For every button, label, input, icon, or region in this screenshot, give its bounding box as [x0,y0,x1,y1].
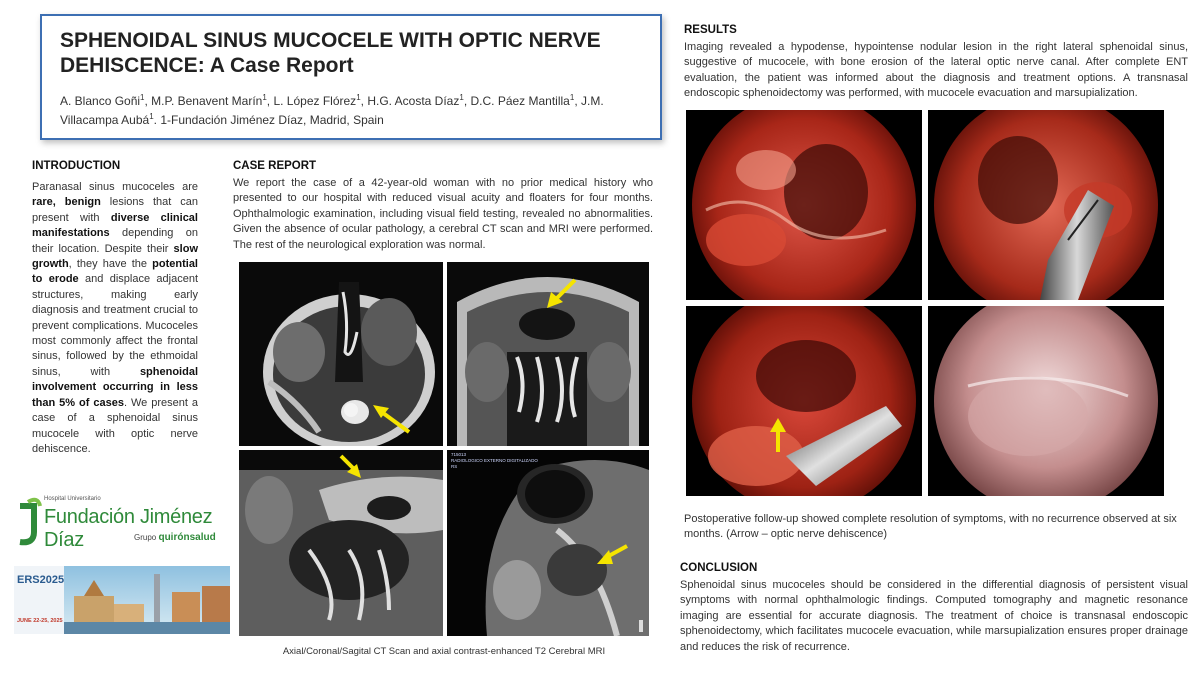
imaging-caption: Axial/Coronal/Sagital CT Scan and axial contrast-enhanced T2 Cerebral MRI [282,646,606,657]
author-affiliation-mark: 1 [356,93,361,102]
mri-overlay-line1: 715013 [451,452,467,457]
introduction-heading: INTRODUCTION [32,160,121,172]
intro-emphasis: slow growth [32,242,198,271]
results-text: Imaging revealed a hypodense, hypointense nodular lesion in the right lateral sphenoidal sinus, suggestive of mucocele, with bone erosion of the lateral optic nerve canal. After complete ENT evaluation, the patient was informed about the diagnosis and treatment options. A transnasal endoscopic sphenoidectomy was performed, with mucocele evacuation and marsupialization. [684,41,1188,100]
author-name: L. López Flórez [273,94,357,108]
authors: A. Blanco Goñi$^1$, M.P. Benavent Marín$^1$, L. López Flórez$^1$, H.G. Acosta Díaz$^1$, D.C. Páez Mantilla$^1$, J.M. Villacampa Aubá$^1$. [60,93,604,127]
case-report-text: We report the case of a 42-year-old woman with no prior medical history who presented to our hospital with reduced visual acuity and floaters for four months. Ophthalmologic examination, including visual field testing, revealed no abnormalities. Given the absence of ocular pathology, a cerebral CT scan and MRI were performed. The rest of the neurological exploration was normal. [233,177,653,251]
author-affiliation-mark: 1 [262,93,267,102]
intro-emphasis: diverse clinical manifestations [32,211,198,240]
mri-axial-image [447,450,649,636]
mri-overlay-line2: RADIOLOGICO EXTERNO DIGITALIZADO [451,458,538,463]
author-name: H.G. Acosta Díaz [367,94,460,108]
endoscopy-image-1 [686,110,922,300]
intro-text-run: depending on their location. Despite their [32,227,198,255]
author-name: A. Blanco Goñi [60,94,141,108]
group-prefix: Grupo [134,533,157,542]
hospital-name: Fundación Jiménez Díaz [44,506,213,551]
group-name: quirónsalud [158,532,216,543]
congress-dates: JUNE 22-25, 2025 [17,618,63,624]
author-affiliation-mark: 1 [569,93,575,102]
intro-text-run: Paranasal sinus mucoceles are [32,181,198,193]
intro-emphasis: rare, benign [32,196,101,209]
intro-text-run: and displace adjacent structures, making early diagnosis and treatment crucial to prevent complications. Mucoceles most commonly affect the frontal sinus, followed by the ethmoidal sinus, with [32,273,198,378]
followup-text: Postoperative follow-up showed complete resolution of symptoms, with no recurrence observed at six months. (Arrow – optic nerve dehiscence) [684,513,1177,541]
ct-coronal-image [447,262,649,446]
ct-axial-image [239,262,443,446]
author-name: D.C. Páez Mantilla [470,94,570,108]
intro-emphasis: sphenoidal involvement occurring in less than 5% of cases [32,365,198,409]
author-list [60,90,642,128]
fjd-logo [14,492,230,551]
ct-sagittal-image [239,450,443,636]
conclusion-text: Sphenoidal sinus mucoceles should be considered in the differential diagnosis of persistent visual symptoms with normal ophthalmologic findings. Computed tomography and magnetic resonance imaging are essential for accurate diagnosis. The treatment of choice is transnasal endoscopic sphenoidectomy, which facilitates mucocele evacuation, while marsupialization ensures proper drainage and reduces the risk of recurrence. [680,579,1188,653]
endoscopy-image-2 [928,110,1164,300]
intro-emphasis: potential to erode [32,258,198,286]
author-affiliation-mark: 1 [149,112,154,121]
hospital-small-text: Hospital Universitario [44,496,101,502]
endoscopy-image-3 [686,306,922,496]
conclusion-heading: CONCLUSION [680,562,758,574]
mri-overlay-line3: RS [451,464,458,469]
affiliation: 1-Fundación Jiménez Díaz, Madrid, Spain [160,113,384,127]
title-box [40,14,662,140]
introduction-text [32,180,198,457]
case-report-heading: CASE REPORT [233,160,317,172]
author-name: M.P. Benavent Marín [151,94,263,108]
poster-title: SPHENOIDAL SINUS MUCOCELE WITH OPTIC NERVE DEHISCENCE: A Case Report [60,29,601,77]
results-heading: RESULTS [684,24,737,36]
intro-text-run: lesions that can present with [32,196,198,224]
author-name: J.M. Villacampa Aubá [60,94,604,127]
intro-text-run: . We present a case of a sphenoidal sinus mucocele with optic nerve dehiscence. [32,396,198,455]
ers-congress-banner [14,566,230,634]
author-affiliation-mark: 1 [140,93,145,102]
endoscopy-image-4 [928,306,1164,496]
author-affiliation-mark: 1 [459,93,464,102]
congress-name: ERS2025 [17,574,65,586]
intro-text-run: , they have the [68,258,153,271]
